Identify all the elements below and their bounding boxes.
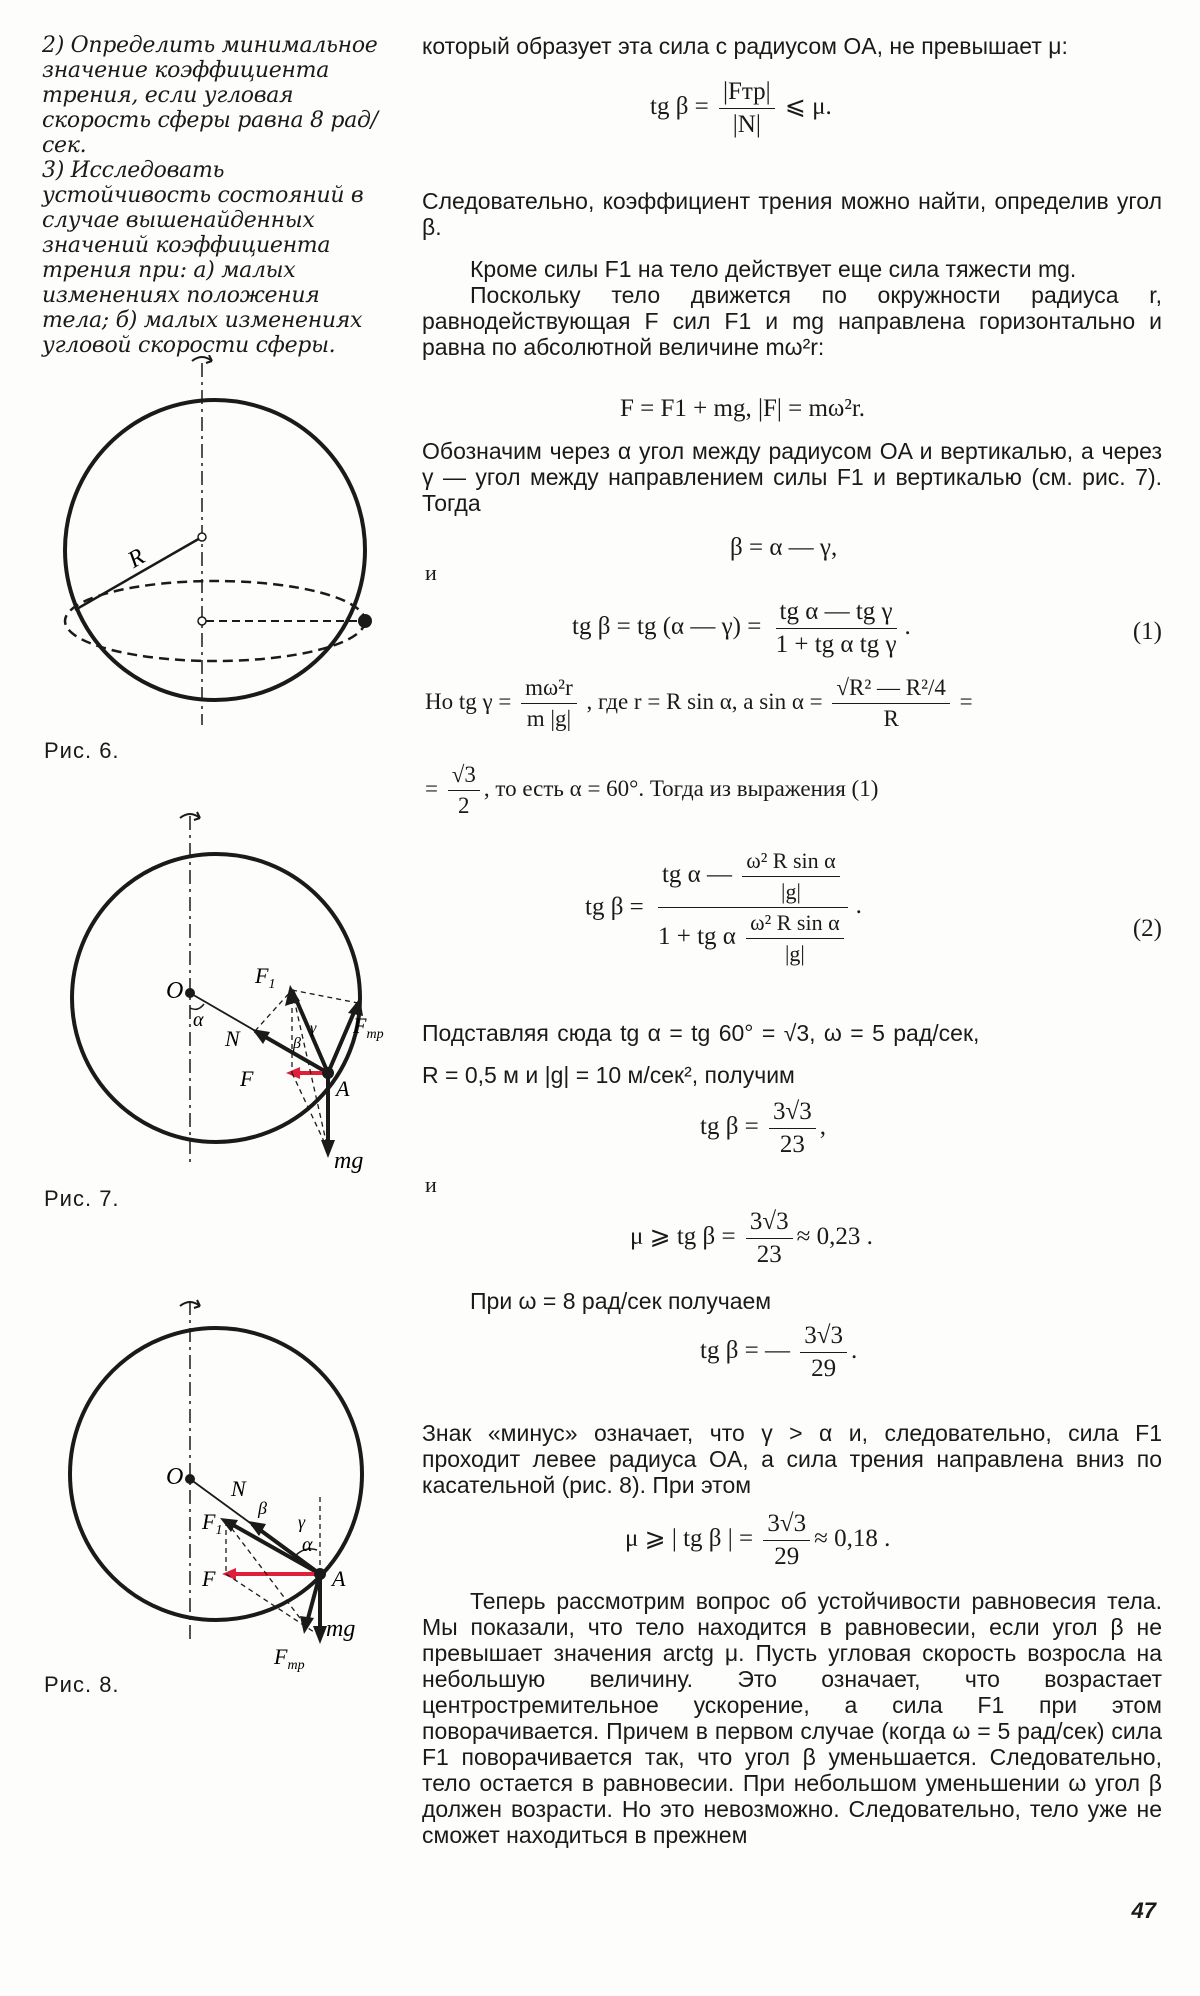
fig7-label-n: N: [225, 1026, 240, 1051]
task-item-2: 2) Определить минимальное значение коэффициента трения, если угловая скорость сферы равна 8 рад/сек.: [42, 33, 378, 158]
fig7-label-f: F: [240, 1066, 254, 1091]
eq-no: Но tg γ = $\frac{\text{mω²r}}{m |g|}$ , где r = R sin α, а sin α = $\frac{\text{√R² — R²/4}}{R}$ =: [425, 675, 973, 731]
subst-line-1: Подставляя сюда tg α = tg 60° = √3, ω = 5 рад/сек,: [422, 1020, 980, 1046]
task-item-3: 3) Исследовать устойчивость состояний в случае вышенайденных значений коэффициента трения при: а) малых изменениях положения тела; б) малых изменениях угловой скорости сферы.: [42, 158, 364, 358]
para-2: Следовательно, коэффициент трения можно найти, определив угол β.: [422, 188, 1162, 240]
fig6-label-r: R: [123, 543, 150, 574]
figure-7: [30, 808, 410, 1178]
eq-1-tag: (1): [1132, 618, 1162, 645]
text-line-1: который образует эта сила с радиусом OA, не превышает μ:: [422, 33, 1068, 59]
fig8-label-gamma: γ: [298, 1512, 306, 1532]
para-5: Знак «минус» означает, что γ > α и, следовательно, сила F1 проходит левее радиуса OA, а сила трения направлена вниз по касательной (рис. 8). При этом: [422, 1420, 1162, 1498]
fig7-label-beta: β: [293, 1035, 301, 1052]
para-4: Обозначим через α угол между радиусом OA и вертикалью, а через γ — угол между направлением силы F1 и вертикалью (см. рис. 7). Тогда: [422, 438, 1162, 516]
word-and-1: и: [425, 560, 437, 585]
fig7-caption: Рис. 7.: [44, 1186, 120, 1211]
eq-sum: F = F1 + mg, |F| = mω²r.: [620, 395, 866, 422]
eq-4: μ ⩾ tg β = $\frac{3√3}{23}$ ≈ 0,23 .: [630, 1208, 873, 1268]
fig7-label-gamma: γ: [310, 1020, 317, 1037]
omega-8-line: При ω = 8 рад/сек получаем: [470, 1288, 772, 1314]
fig8-label-o: O: [166, 1464, 184, 1490]
para-6: Теперь рассмотрим вопрос об устойчивости равновесия тела. Мы показали, что тело находится в равновесии, если угол β не превышает значения arctg μ. Пусть угловая скорость возросла на небольшую величину. Это означает, что возрастает центростремительное ускорение, а сила F1 при этом поворачивается. Причем в первом случае (когда ω = 5 рад/сек) сила F1 поворачивается так, что угол β уменьшается. Следовательно, тело остается в равновесии. При небольшом уменьшении ω угол β должен возрасти. Но это невозможно. Следовательно, тело уже не сможет находиться в прежнем: [422, 1588, 1162, 1848]
word-and-2: и: [425, 1172, 437, 1197]
eq-2-tag: (2): [1132, 915, 1162, 942]
eq-6: μ ⩾ | tg β | = $\frac{3√3}{29}$ ≈ 0,18 .: [625, 1510, 891, 1570]
eq-cont: = $\frac{√3}{2}$ , то есть α = 60°. Тогда из выражения (1): [425, 762, 879, 818]
fig8-caption: Рис. 8.: [44, 1672, 120, 1697]
eq-beta: β = α — γ,: [730, 534, 838, 561]
fig7-label-f1: $F_1$: [255, 963, 276, 992]
fig7-label-ftr: $F_{тр}$: [353, 1013, 384, 1042]
fig7-label-alpha: α: [193, 1009, 204, 1031]
eq-1: tg β = tg (α — γ) = $\frac{\text{tg α — tg γ}}{\text{1 + tg α tg γ}}$ .: [572, 598, 911, 658]
fig7-label-o: O: [166, 978, 184, 1004]
para-3a: Кроме силы F1 на тело действует еще сила тяжести mg.: [470, 256, 1077, 282]
fig8-label-a: A: [332, 1566, 346, 1591]
fig7-label-mg: mg: [334, 1148, 364, 1174]
fig8-label-ftr: $F_{тр}$: [274, 1644, 305, 1673]
eq-2: tg β = tg α — $\frac{\text{ω² R sin α}}{|g|}$ 1 + tg α $\frac{\text{ω² R sin α}}{|g|}$ .: [585, 848, 862, 966]
figure-6: [30, 355, 400, 735]
fig6-caption: Рис. 6.: [44, 738, 120, 763]
task-text: [42, 33, 382, 358]
figure-8: [30, 1296, 410, 1676]
page-number: 47: [1131, 1898, 1156, 1923]
fig8-label-f1: $F_1$: [202, 1509, 223, 1538]
eq-5: tg β = — $\frac{3√3}{29}$ .: [700, 1322, 858, 1382]
fig7-label-a: A: [336, 1076, 350, 1101]
eq-3: tg β = $\frac{3√3}{23}$ ,: [700, 1098, 826, 1158]
fig8-label-f: F: [202, 1566, 216, 1591]
fig8-label-beta: β: [258, 1498, 267, 1518]
fig8-label-alpha: α: [302, 1534, 313, 1556]
fig8-label-n: N: [231, 1476, 246, 1501]
eq-tg-beta: tg β = $\frac{\text{|Fтр|}}{|N|}$ ⩽ μ.: [650, 78, 832, 138]
fig8-label-mg: mg: [326, 1616, 356, 1642]
para-3b: Поскольку тело движется по окружности радиуса r, равнодействующая F сил F1 и mg направлена горизонтально и равна по абсолютной величине mω²r:: [422, 282, 1162, 360]
subst-line-2: R = 0,5 м и |g| = 10 м/сек², получим: [422, 1062, 795, 1088]
